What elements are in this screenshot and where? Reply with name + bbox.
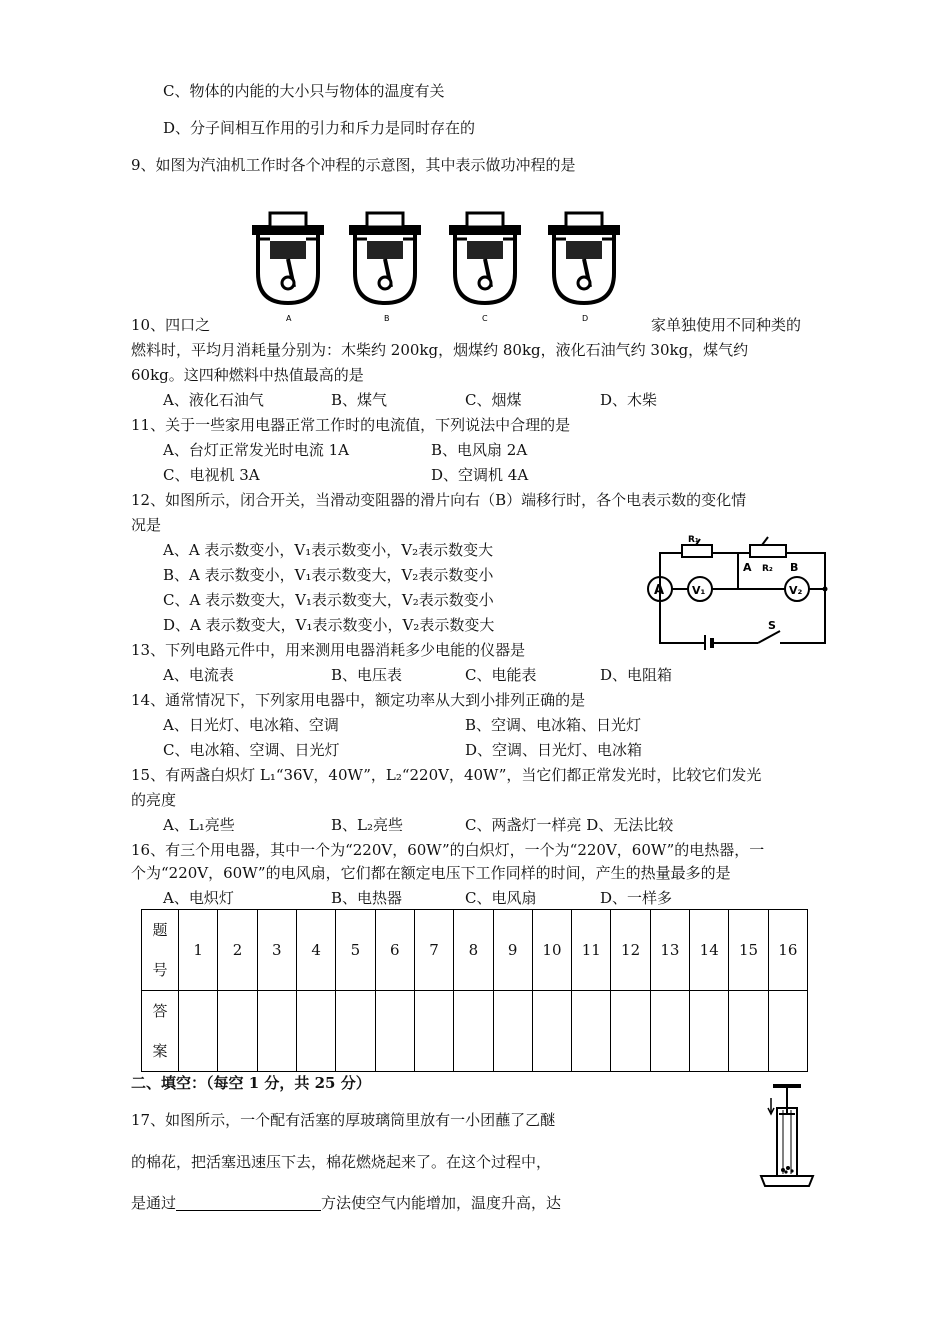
table-number-cell: 1 [179,910,218,991]
q16-stem: 16、有三个用电器，其中一个为“220V，60W”的白炽灯，一个为“220V，60W”的电热器，一 [131,841,765,859]
table-header-cell: 题号 [142,910,179,991]
answer-cell[interactable] [650,991,689,1072]
q11-option-b: B、电风扇 2A [431,441,528,459]
answer-cell[interactable] [690,991,729,1072]
q12-option-c: C、A 表示数变大，V₁表示数变大，V₂表示数变小 [163,591,494,609]
q15-option-b: B、L₂亮些 [331,816,403,834]
answer-cell[interactable] [218,991,257,1072]
answer-cell[interactable] [493,991,532,1072]
q14-option-d: D、空调、日光灯、电冰箱 [465,741,643,759]
answer-cell[interactable] [729,991,768,1072]
q12-stem: 12、如图所示，闭合开关，当滑动变阻器的滑片向右（B）端移行时，各个电表示数的变化情 [131,491,747,509]
q11-stem: 11、关于一些家用电器正常工作时的电流值，下列说法中合理的是 [131,416,571,434]
q8-option-d: D、分子间相互作用的引力和斥力是同时存在的 [163,119,476,137]
engine-label: B [384,314,390,323]
table-number-cell: 6 [375,910,414,991]
answer-cell[interactable] [414,991,453,1072]
answer-table [141,909,808,1072]
table-number-cell: 13 [650,910,689,991]
q17-stem-line3 [131,1192,561,1214]
table-row [142,910,808,991]
answer-cell[interactable] [768,991,807,1072]
answer-cell[interactable] [375,991,414,1072]
q17-answer-blank[interactable] [176,1194,321,1211]
q17-text-after-blank: 方法使空气内能增加，温度升高，达 [321,1194,562,1212]
resistor-1-label: R₁ [688,535,699,545]
table-number-cell: 4 [296,910,335,991]
q12-stem-line2: 况是 [131,516,162,534]
q16-stem-line2: 个为“220V，60W”的电风扇，它们都在额定电压下工作同样的时间，产生的热量最多的是 [131,864,731,882]
engine-strokes-figure [248,203,633,325]
q11-option-d: D、空调机 4A [431,466,529,484]
section-2-heading: 二、填空：（每空 1 分，共 25 分） [131,1074,371,1092]
q13-option-d: D、电阻箱 [600,666,673,684]
q15-option-cd: C、两盏灯一样亮 D、无法比较 [465,816,674,834]
table-number-cell: 10 [532,910,571,991]
table-number-cell: 9 [493,910,532,991]
q13-option-c: C、电能表 [465,666,537,684]
q12-option-b: B、A 表示数变小，V₁表示数变大，V₂表示数变小 [163,566,494,584]
engine-label: C [482,314,488,323]
q14-option-a: A、日光灯、电冰箱、空调 [163,716,339,734]
q16-option-b: B、电热器 [331,889,403,907]
table-number-cell: 12 [611,910,650,991]
q12-option-a: A、A 表示数变小，V₁表示数变小，V₂表示数变大 [163,541,494,559]
q13-option-b: B、电压表 [331,666,403,684]
table-row [142,991,808,1072]
circuit-diagram [640,525,830,650]
table-number-cell: 15 [729,910,768,991]
q9-stem: 9、如图为汽油机工作时各个冲程的示意图，其中表示做功冲程的是 [131,156,576,174]
answer-cell[interactable] [454,991,493,1072]
q10-option-c: C、烟煤 [465,391,522,409]
q10-stem-line2: 燃料时，平均月消耗量分别为：木柴约 200kg，烟煤约 80kg，液化石油气约 30kg，煤气约 [131,341,749,359]
table-number-cell: 11 [572,910,611,991]
table-header-cell: 答案 [142,991,179,1072]
engine-label: D [582,314,589,323]
q10-option-d: D、木柴 [600,391,658,409]
q14-option-b: B、空调、电冰箱、日光灯 [465,716,642,734]
q15-option-a: A、L₁亮些 [163,816,235,834]
q17-stem: 17、如图所示，一个配有活塞的厚玻璃筒里放有一小团蘸了乙醚 [131,1111,556,1129]
answer-cell[interactable] [532,991,571,1072]
table-number-cell: 2 [218,910,257,991]
table-number-cell: 7 [414,910,453,991]
q12-option-d: D、A 表示数变大，V₁表示数变小，V₂表示数变大 [163,616,495,634]
point-a-label: A [743,561,752,574]
switch-label: S [768,619,776,632]
q16-option-a: A、电炽灯 [163,889,234,907]
table-number-cell: 3 [257,910,296,991]
q10-stem-start: 10、四口之 [131,316,211,334]
answer-cell[interactable] [336,991,375,1072]
table-number-cell: 14 [690,910,729,991]
answer-cell[interactable] [179,991,218,1072]
q11-option-c: C、电视机 3A [163,466,260,484]
fire-syringe-figure [757,1078,815,1190]
answer-cell[interactable] [572,991,611,1072]
answer-cell[interactable] [257,991,296,1072]
table-number-cell: 8 [454,910,493,991]
q16-option-c: C、电风扇 [465,889,537,907]
table-number-cell: 5 [336,910,375,991]
voltmeter-1-label: V₁ [692,584,706,597]
ammeter-label: A [654,583,665,598]
answer-cell[interactable] [611,991,650,1072]
table-number-cell: 16 [768,910,807,991]
q17-text-before-blank: 是通过 [131,1194,177,1212]
q17-stem-line2: 的棉花，把活塞迅速压下去，棉花燃烧起来了。在这个过程中， [131,1153,552,1171]
engine-label: A [286,314,292,323]
q15-stem: 15、有两盏白炽灯 L₁“36V，40W”，L₂“220V，40W”，当它们都正常发光时，比较它们发光 [131,766,762,784]
q13-stem: 13、下列电路元件中，用来测用电器消耗多少电能的仪器是 [131,641,526,659]
q10-stem-end: 家单独使用不同种类的 [651,316,802,334]
q15-stem-line2: 的亮度 [131,791,177,809]
q13-option-a: A、电流表 [163,666,234,684]
q16-option-d: D、一样多 [600,889,673,907]
q14-stem: 14、通常情况下，下列家用电器中，额定功率从大到小排列正确的是 [131,691,586,709]
q10-option-b: B、煤气 [331,391,388,409]
voltmeter-2-label: V₂ [789,584,803,597]
q8-option-c: C、物体的内能的大小只与物体的温度有关 [163,82,445,100]
q10-stem-line3: 60kg。这四种燃料中热值最高的是 [131,366,364,384]
q11-option-a: A、台灯正常发光时电流 1A [163,441,349,459]
resistor-2-label: R₂ [762,564,773,574]
q10-option-a: A、液化石油气 [163,391,264,409]
point-b-label: B [790,561,799,574]
answer-cell[interactable] [296,991,335,1072]
q14-option-c: C、电冰箱、空调、日光灯 [163,741,340,759]
